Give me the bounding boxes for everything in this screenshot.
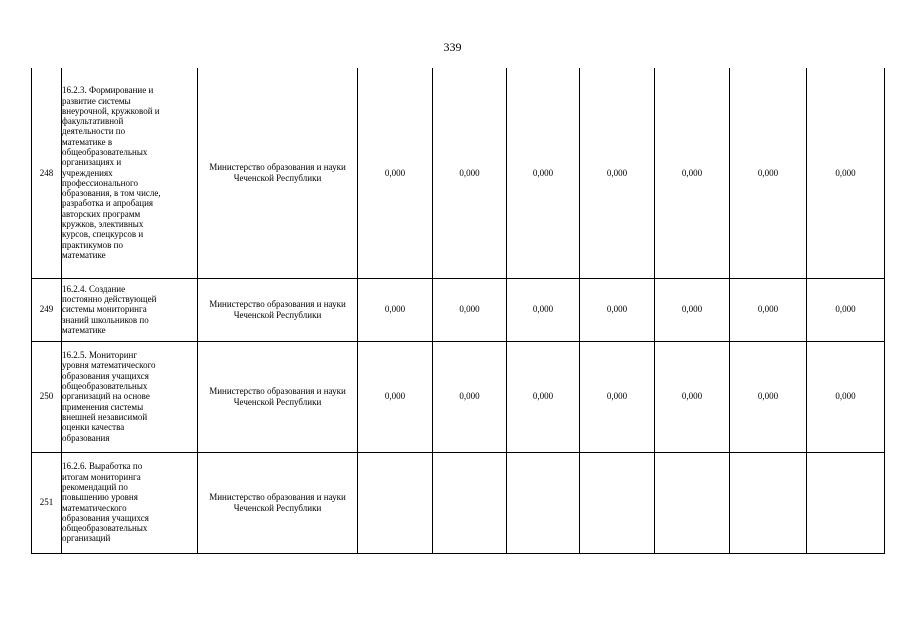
activity-line: учреждениях [62, 167, 113, 178]
funding-value: 0,000 [730, 278, 807, 341]
activity-line: знаний школьников по [62, 314, 149, 325]
activity-line: общеобразовательных [62, 147, 148, 157]
executor [198, 341, 358, 452]
table-row [32, 452, 885, 553]
funding-value: 0,000 [580, 278, 655, 341]
activity-line: организаций на основе [62, 391, 150, 402]
activity-line: организаций [62, 533, 111, 544]
activity-line: факультативной [62, 116, 124, 127]
activity-name [62, 68, 198, 278]
activity-line: 16.2.6. Выработка по [62, 461, 143, 472]
activity-line: образования, в том числе, [62, 188, 161, 199]
executor [198, 68, 358, 278]
funding-value: 0,000 [507, 68, 580, 278]
activity-line: системы мониторинга [62, 304, 147, 315]
activity-line: внешней независимой [62, 411, 148, 422]
funding-value: 0,000 [655, 68, 730, 278]
activity-name [62, 452, 198, 553]
row-number: 248 [32, 68, 62, 278]
executor [198, 278, 358, 341]
funding-value [807, 452, 885, 553]
row-number: 249 [32, 278, 62, 341]
row-number: 250 [32, 341, 62, 452]
funding-value: 0,000 [807, 341, 885, 452]
executor-line: Чеченской Республики [233, 396, 322, 407]
funding-value: 0,000 [655, 341, 730, 452]
executor [198, 452, 358, 553]
page-number: 339 [443, 40, 462, 54]
funding-value: 0,000 [358, 278, 433, 341]
activity-line: математике [62, 324, 106, 335]
activity-line: общеобразовательных [62, 381, 148, 392]
activity-line: курсов, спецкурсов и [62, 229, 144, 240]
activity-line: образования учащихся [62, 370, 149, 381]
funding-value: 0,000 [433, 278, 507, 341]
funding-value [655, 452, 730, 553]
row-number: 251 [32, 452, 62, 553]
activity-line: 16.2.4. Создание [62, 283, 126, 294]
activity-line: математического [62, 502, 127, 513]
funding-value: 0,000 [580, 341, 655, 452]
activity-line: практикумов по [62, 239, 123, 250]
executor-line: Чеченской Республики [233, 172, 322, 183]
table-row [32, 278, 885, 341]
activity-line: итогам мониторинга [62, 471, 141, 482]
executor-line: Чеченской Республики [233, 502, 322, 513]
executor-line: Чеченской Республики [233, 309, 322, 320]
funding-value [730, 452, 807, 553]
funding-value: 0,000 [730, 68, 807, 278]
table-body [32, 68, 885, 553]
activity-line: развитие системы [62, 95, 131, 106]
activity-line: кружков, элективных [62, 219, 144, 230]
funding-value: 0,000 [807, 68, 885, 278]
funding-value [507, 452, 580, 553]
funding-value: 0,000 [807, 278, 885, 341]
activity-line: 16.2.3. Формирование и [62, 85, 154, 96]
activity-line: постоянно действующей [62, 294, 157, 305]
activity-name [62, 341, 198, 452]
funding-value: 0,000 [433, 341, 507, 452]
activity-name [62, 278, 198, 341]
table-row [32, 341, 885, 452]
funding-value [580, 452, 655, 553]
activity-line: рекомендаций по [62, 481, 128, 492]
activity-line: организациях и [62, 157, 122, 168]
executor-line: Министерство образования и науки [209, 299, 346, 310]
activity-line: образования учащихся [62, 512, 149, 523]
activity-line: 16.2.5. Мониторинг [62, 350, 138, 361]
activity-line: математике в [62, 136, 113, 147]
funding-value [358, 452, 433, 553]
funding-value: 0,000 [580, 68, 655, 278]
executor-line: Министерство образования и науки [209, 492, 346, 503]
funding-value: 0,000 [433, 68, 507, 278]
funding-value: 0,000 [655, 278, 730, 341]
funding-value: 0,000 [358, 68, 433, 278]
activity-line: общеобразовательных [62, 523, 148, 534]
funding-value: 0,000 [507, 341, 580, 452]
executor-line: Министерство образования и науки [209, 162, 346, 173]
table-row [32, 68, 885, 278]
activity-line: внеурочной, кружковой и [62, 105, 160, 116]
activity-line: оценки качества [62, 422, 125, 433]
funding-value: 0,000 [358, 341, 433, 452]
activity-line: авторских программ [62, 208, 141, 219]
activity-line: повышению уровня [62, 492, 138, 503]
funding-value: 0,000 [730, 341, 807, 452]
activity-line: разработка и апробация [62, 198, 154, 209]
program-table [31, 68, 885, 554]
activity-line: математике [62, 249, 106, 260]
funding-value [433, 452, 507, 553]
activity-line: деятельности по [62, 126, 126, 137]
executor-line: Министерство образования и науки [209, 386, 346, 397]
activity-line: профессионального [62, 177, 138, 188]
activity-line: образования [62, 432, 110, 443]
activity-line: применения системы [62, 401, 144, 412]
funding-value: 0,000 [507, 278, 580, 341]
activity-line: уровня математического [62, 360, 156, 371]
